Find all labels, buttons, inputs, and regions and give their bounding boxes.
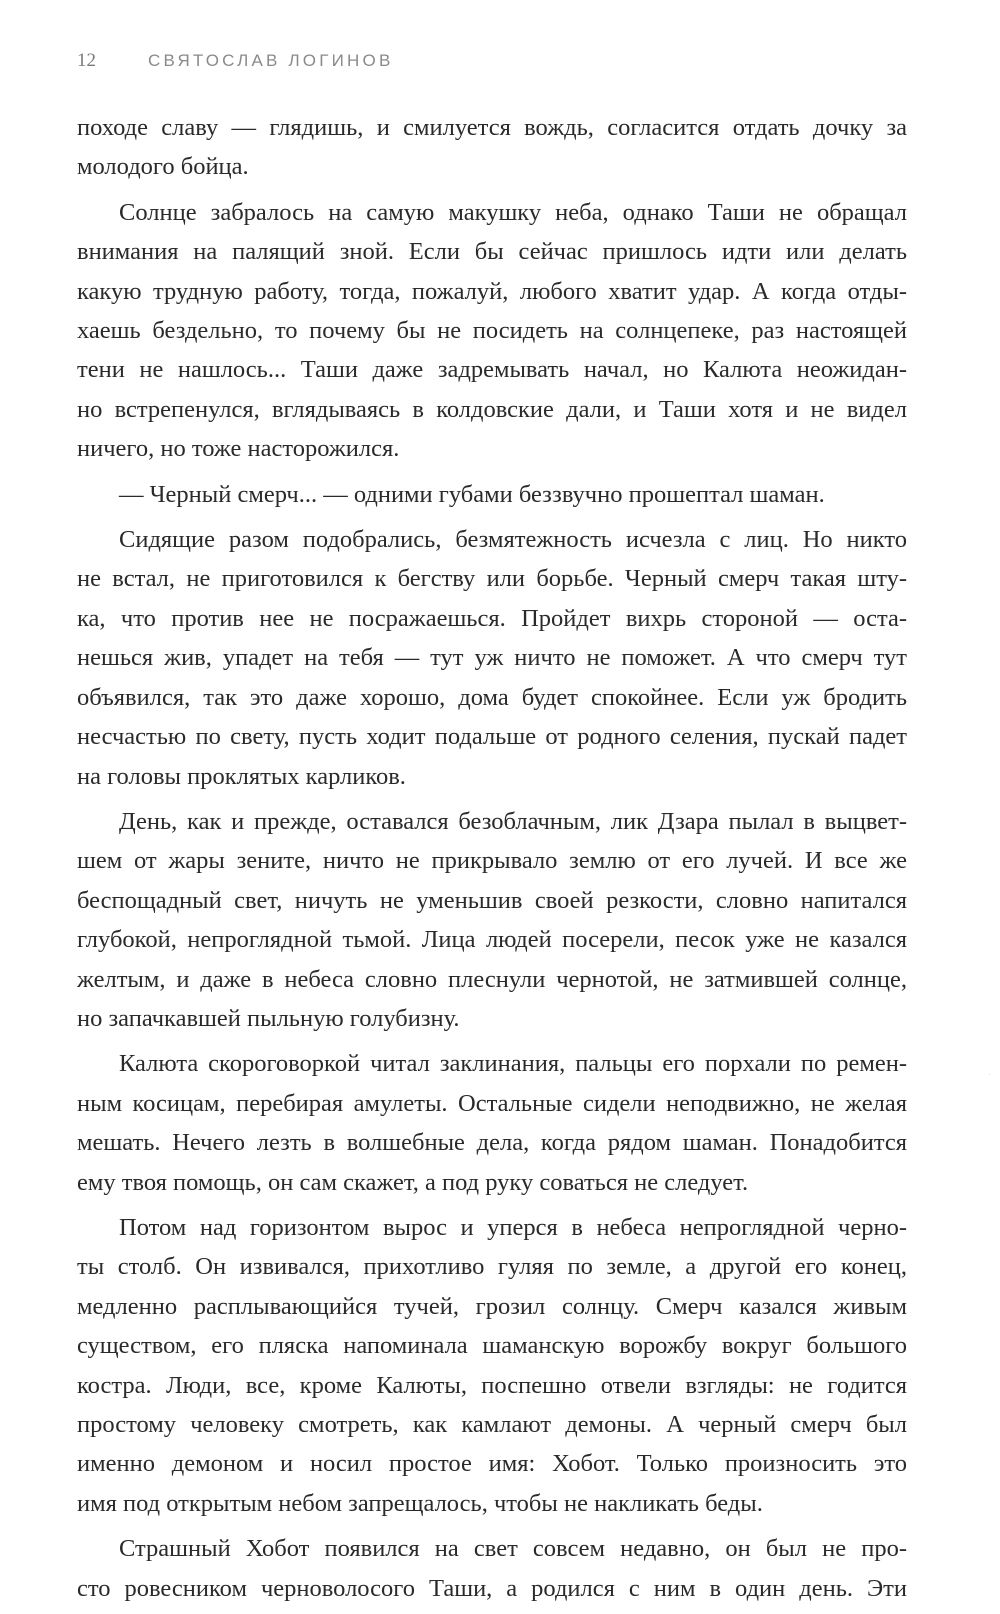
- text-line: медленно расплывающийся тучей, грозил солнцу. Смерч казался живым: [77, 1292, 907, 1320]
- paragraph: [77, 475, 907, 514]
- page-number: 12: [77, 50, 96, 71]
- paragraph: [77, 520, 907, 796]
- text-line: Потом над горизонтом вырос и уперся в небеса непроглядной черно-: [119, 1213, 907, 1241]
- text-line: шем от жары зените, ничто не прикрывало землю от его лучей. И все же: [77, 847, 907, 875]
- text-line: какую трудную работу, тогда, пожалуй, любого хватит удар. А когда отды-: [77, 277, 907, 305]
- text-line: молодого бойца.: [77, 153, 249, 181]
- text-line: несчастью по свету, пусть ходит подальше от родного селения, пускай падет: [77, 723, 907, 751]
- text-line: сто ровесником черноволосого Таши, а родился с ним в один день. Эти: [77, 1574, 907, 1602]
- text-line: Солнце забралось на самую макушку неба, однако Таши не обращал: [119, 198, 907, 226]
- text-line: Сидящие разом подобрались, безмятежность исчезла с лиц. Но никто: [119, 526, 907, 554]
- text-line: объявился, так это даже хорошо, дома будет спокойнее. Если уж бродить: [77, 683, 907, 711]
- text-line: имя под открытым небом запрещалось, чтобы не накликать беды.: [77, 1489, 763, 1517]
- text-line: тени не нашлось... Таши даже задремывать начал, но Калюта неожидан-: [77, 356, 907, 384]
- paragraph: [77, 1208, 907, 1523]
- page-smudge: ·: [988, 1070, 992, 1081]
- text-line: беспощадный свет, ничуть не уменьшив своей резкости, словно напитался: [77, 886, 907, 914]
- text-line: ным косицам, перебирая амулеты. Остальные сидели неподвижно, не желая: [77, 1089, 907, 1117]
- text-line: существом, его пляска напоминала шаманскую ворожбу вокруг большого: [77, 1332, 907, 1360]
- text-line: нешься жив, упадет на тебя — тут уж ничто не поможет. А что смерч тут: [77, 644, 907, 672]
- text-line: на головы проклятых карликов.: [77, 762, 406, 790]
- text-line: походе славу — глядишь, и смилуется вождь, согласится отдать дочку за: [77, 114, 907, 141]
- paragraph: [77, 1529, 907, 1608]
- paragraph: [77, 193, 907, 469]
- text-line: ка, что против нее не посражаешься. Пройдет вихрь стороной — оста-: [77, 604, 907, 632]
- text-line: мешать. Нечего лезть в волшебные дела, когда рядом шаман. Понадобится: [77, 1129, 907, 1157]
- paragraph: [77, 108, 907, 187]
- text-line: ты столб. Он извивался, прихотливо гуляя по земле, а другой его конец,: [77, 1253, 907, 1281]
- text-line: — Черный смерч... — одними губами беззвучно прошептал шаман.: [119, 480, 825, 508]
- text-line: Калюта скороговоркой читал заклинания, пальцы его порхали по ремен-: [119, 1050, 907, 1078]
- text-line: ему твоя помощь, он сам скажет, а под руку соваться не следует.: [77, 1168, 749, 1196]
- text-line: костра. Люди, все, кроме Калюты, поспешно отвели взгляды: не годится: [77, 1371, 907, 1399]
- paragraph: [77, 802, 907, 1038]
- text-line: внимания на палящий зной. Если бы сейчас пришлось идти или делать: [77, 238, 907, 266]
- running-head-author: СВЯТОСЛАВ ЛОГИНОВ: [148, 51, 394, 70]
- text-line: но встрепенулся, вглядываясь в колдовские дали, и Таши хотя и не видел: [77, 395, 907, 423]
- text-line: простому человеку смотреть, как камлают демоны. А черный смерч был: [77, 1411, 907, 1438]
- text-line: не встал, не приготовился к бегству или борьбе. Черный смерч такая шту-: [77, 565, 907, 593]
- text-line: желтым, и даже в небеса словно плеснули чернотой, не затмившей солнце,: [77, 965, 907, 993]
- paragraph: [77, 1044, 907, 1202]
- text-line: глубокой, непроглядной тьмой. Лица людей посерели, песок уже не казался: [77, 926, 907, 954]
- text-line: хаешь бездельно, то почему бы не посидеть на солнцепеке, раз настоящей: [77, 317, 907, 345]
- text-line: День, как и прежде, оставался безоблачным, лик Дзара пылал в выцвет-: [119, 807, 907, 835]
- page-header: [77, 50, 393, 80]
- body-text: [77, 108, 907, 1614]
- text-line: именно демоном и носил простое имя: Хобот. Только произносить это: [77, 1450, 907, 1478]
- text-line: ничего, но тоже насторожился.: [77, 435, 400, 463]
- text-line: Страшный Хобот появился на свет совсем недавно, он был не про-: [119, 1535, 907, 1563]
- text-line: но запачкавшей пыльную голубизну.: [77, 1004, 460, 1032]
